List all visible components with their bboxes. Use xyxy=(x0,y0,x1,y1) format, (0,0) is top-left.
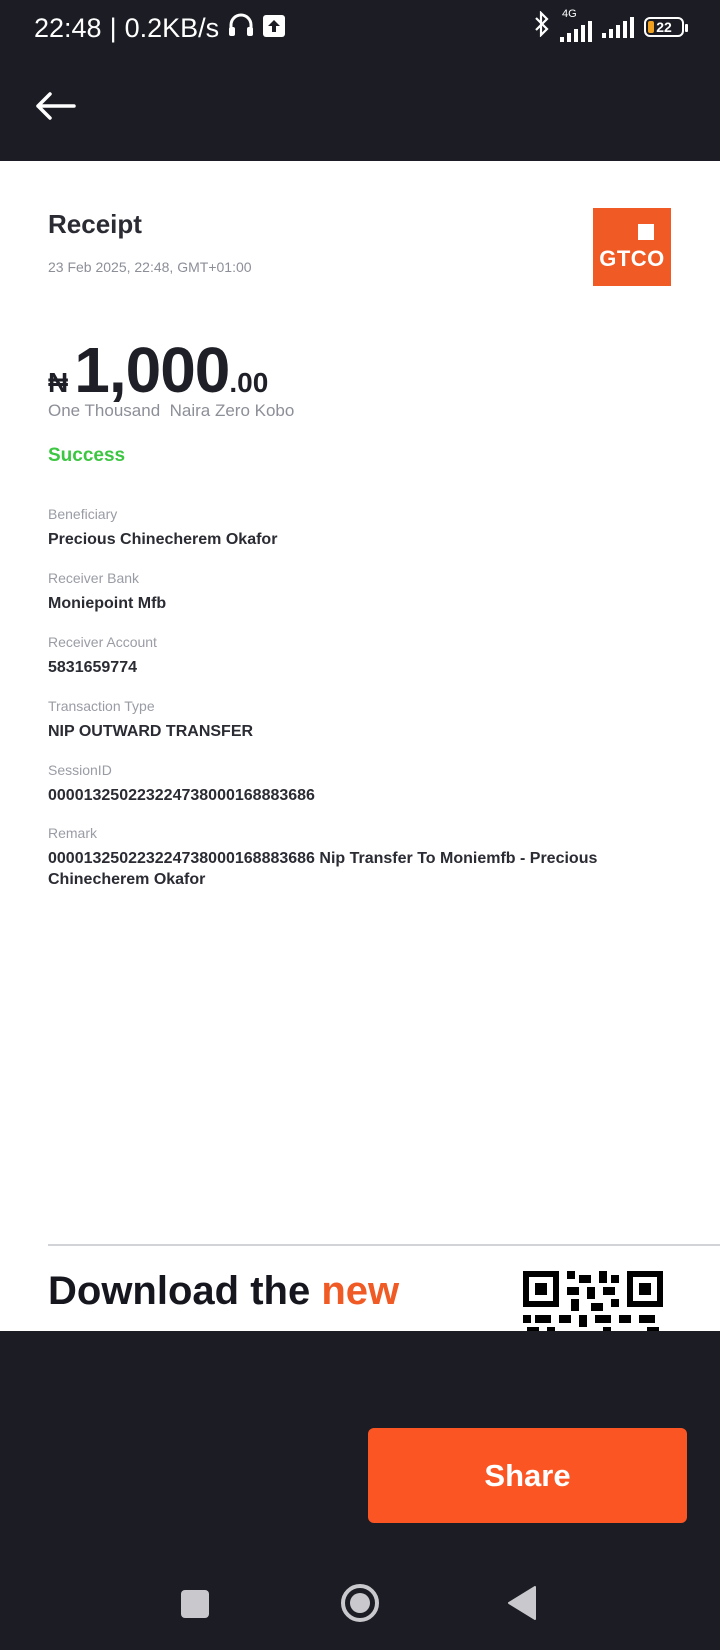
field-value: 000013250223224738000168883686 Nip Transfer To Moniemfb - Precious Chinecherem Okafor xyxy=(48,850,598,888)
field-receiver-bank xyxy=(48,570,678,614)
status-time: 22:48 xyxy=(34,13,102,43)
network-type: 4G xyxy=(562,7,577,20)
amount-words: One Thousand Naira Zero Kobo xyxy=(48,401,295,420)
app-bar xyxy=(0,54,720,161)
field-receiver-account xyxy=(48,634,678,678)
promo-main: Download the xyxy=(48,1269,322,1313)
divider xyxy=(48,1244,720,1246)
recent-apps-button[interactable] xyxy=(181,1590,209,1618)
field-value: Moniepoint Mfb xyxy=(48,595,167,612)
field-value: 000013250223224738000168883686 xyxy=(48,787,315,804)
field-transaction-type xyxy=(48,698,678,742)
amount-decimal: .00 xyxy=(229,367,269,398)
signal-icon-2 xyxy=(602,16,634,38)
battery-level: 22 xyxy=(656,18,672,35)
home-circle-icon xyxy=(340,1583,380,1623)
status-bar xyxy=(0,0,720,54)
navigation-bar xyxy=(0,1560,720,1650)
field-label: Beneficiary xyxy=(48,506,118,522)
field-value: NIP OUTWARD TRANSFER xyxy=(48,723,254,740)
back-button[interactable] xyxy=(30,84,80,128)
field-value: 5831659774 xyxy=(48,659,137,676)
field-session-id xyxy=(48,762,678,806)
bluetooth-icon xyxy=(534,11,550,42)
signal-icon xyxy=(560,7,592,42)
triangle-back-icon xyxy=(507,1585,537,1621)
field-beneficiary xyxy=(48,506,678,550)
status-separator: | xyxy=(109,13,117,43)
headset-icon xyxy=(227,12,255,45)
receipt-title: Receipt xyxy=(48,209,142,239)
qr-code xyxy=(523,1271,663,1331)
status-label: Success xyxy=(48,445,126,466)
field-label: Transaction Type xyxy=(48,698,155,714)
field-label: Remark xyxy=(48,825,98,841)
upload-icon xyxy=(263,13,285,44)
share-button[interactable]: Share xyxy=(368,1428,687,1523)
field-label: SessionID xyxy=(48,762,112,778)
promo-text xyxy=(48,1269,399,1314)
logo-text: GTCO xyxy=(599,246,665,271)
receipt-card xyxy=(0,161,720,1331)
field-label: Receiver Bank xyxy=(48,570,140,586)
field-value: Precious Chinecherem Okafor xyxy=(48,531,278,548)
receipt-date: 23 Feb 2025, 22:48, GMT+01:00 xyxy=(48,259,252,275)
nav-back-button[interactable] xyxy=(507,1585,537,1621)
promo-accent: new xyxy=(321,1269,400,1313)
gtco-logo xyxy=(593,208,671,286)
amount xyxy=(48,333,268,407)
battery-icon xyxy=(644,17,684,37)
arrow-left-icon xyxy=(34,91,76,121)
field-label: Receiver Account xyxy=(48,634,157,650)
field-remark xyxy=(48,825,678,890)
home-button[interactable] xyxy=(340,1583,380,1623)
currency-symbol: ₦ xyxy=(48,367,69,398)
status-speed: 0.2KB/s xyxy=(124,13,220,43)
amount-integer: 1,000 xyxy=(74,334,230,406)
